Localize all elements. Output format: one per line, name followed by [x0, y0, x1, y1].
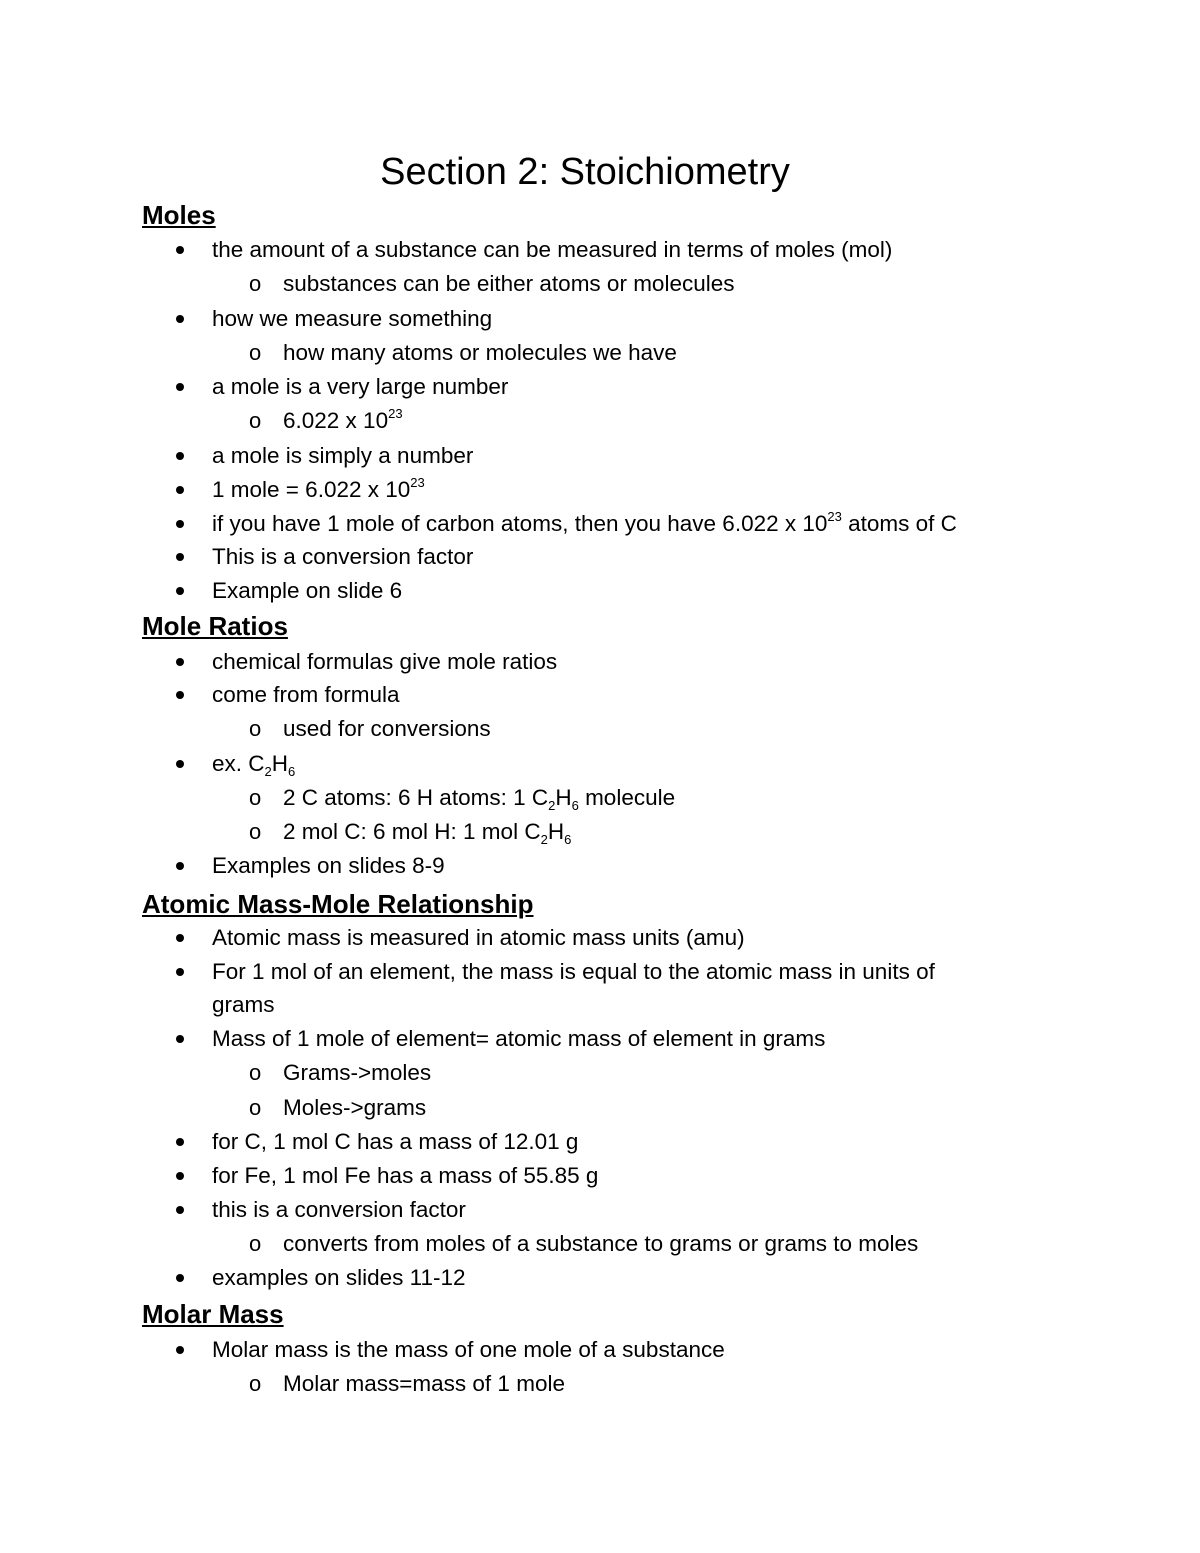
- list-subitem: o Moles->grams: [283, 1093, 426, 1123]
- list-subitem: o Molar mass=mass of 1 mole: [283, 1369, 565, 1399]
- bullet-icon: [176, 1346, 184, 1354]
- bullet-icon: [176, 1138, 184, 1146]
- list-subitem: o 6.022 x $10^{23}$: [283, 406, 403, 436]
- list-item: Mass of 1 mole of element= atomic mass of element in grams: [212, 1024, 825, 1054]
- bullet-icon: [176, 658, 184, 666]
- circle-bullet-icon: o: [249, 271, 262, 296]
- list-subitem: o Grams->moles: [283, 1058, 431, 1088]
- circle-bullet-icon: o: [249, 1060, 262, 1085]
- list-subitem: o used for conversions: [283, 714, 491, 744]
- list-item: 1 mole = 6.022 x $10^{23}$: [212, 475, 425, 505]
- list-item: for C, 1 mol C has a mass of 12.01 g: [212, 1127, 578, 1157]
- list-item: For 1 mol of an element, the mass is equal to the atomic mass in units of: [212, 957, 935, 987]
- section-heading-mole-ratios: Mole Ratios: [142, 611, 288, 641]
- circle-bullet-icon: o: [249, 1095, 262, 1120]
- list-item: Example on slide 6: [212, 576, 402, 606]
- list-item: Examples on slides 8-9: [212, 851, 445, 881]
- list-item: chemical formulas give mole ratios: [212, 647, 557, 677]
- section-heading-atomic-mass-mole-relationship: Atomic Mass-Mole Relationship: [142, 889, 534, 919]
- bullet-icon: [176, 315, 184, 323]
- list-subitem: o 2 C atoms: 6 H atoms: 1 $C_2H_6$ molecule: [249, 785, 676, 813]
- circle-bullet-icon: o: [249, 408, 262, 433]
- section-heading-moles: Moles: [142, 200, 216, 230]
- bullet-icon: [176, 1206, 184, 1214]
- list-item: ex. $C_2H_6$: [212, 749, 295, 779]
- list-item: the amount of a substance can be measured in terms of moles (mol): [212, 235, 892, 265]
- list-subitem: o 2 mol C: 6 mol H: 1 mol $C_2H_6$: [249, 819, 572, 847]
- circle-bullet-icon: o: [249, 1371, 262, 1396]
- bullet-icon: [176, 553, 184, 561]
- list-item: a mole is simply a number: [212, 441, 473, 471]
- bullet-icon: [176, 383, 184, 391]
- list-item: how we measure something: [212, 304, 492, 334]
- bullet-icon: [176, 760, 184, 768]
- list-item: examples on slides 11-12: [212, 1263, 465, 1293]
- page-title: Section 2: Stoichiometry: [380, 151, 790, 193]
- section-heading-molar-mass: Molar Mass: [142, 1299, 284, 1329]
- list-item-continuation: grams: [212, 992, 275, 1017]
- circle-bullet-icon: o: [249, 340, 262, 365]
- list-item: come from formula: [212, 680, 400, 710]
- list-subitem: o how many atoms or molecules we have: [283, 338, 677, 368]
- list-item: for Fe, 1 mol Fe has a mass of 55.85 g: [212, 1161, 598, 1191]
- circle-bullet-icon: o: [249, 785, 262, 810]
- circle-bullet-icon: o: [249, 819, 262, 844]
- circle-bullet-icon: o: [249, 716, 262, 741]
- bullet-icon: [176, 968, 184, 976]
- bullet-icon: [176, 1035, 184, 1043]
- bullet-icon: [176, 246, 184, 254]
- list-subitem: o converts from moles of a substance to grams or grams to moles: [283, 1229, 918, 1259]
- bullet-icon: [176, 486, 184, 494]
- bullet-icon: [176, 587, 184, 595]
- bullet-icon: [176, 691, 184, 699]
- list-item: This is a conversion factor: [212, 542, 473, 572]
- bullet-icon: [176, 862, 184, 870]
- list-item: this is a conversion factor: [212, 1195, 466, 1225]
- list-subitem: o substances can be either atoms or molecules: [283, 269, 734, 299]
- list-item: a mole is a very large number: [212, 372, 508, 402]
- circle-bullet-icon: o: [249, 1231, 262, 1256]
- list-item: if you have 1 mole of carbon atoms, then you have 6.022 x $10^{23}$ atoms of C: [212, 509, 957, 539]
- bullet-icon: [176, 934, 184, 942]
- bullet-icon: [176, 452, 184, 460]
- bullet-icon: [176, 1172, 184, 1180]
- list-item: Molar mass is the mass of one mole of a substance: [212, 1335, 725, 1365]
- bullet-icon: [176, 520, 184, 528]
- list-item: Atomic mass is measured in atomic mass units (amu): [212, 923, 745, 953]
- bullet-icon: [176, 1274, 184, 1282]
